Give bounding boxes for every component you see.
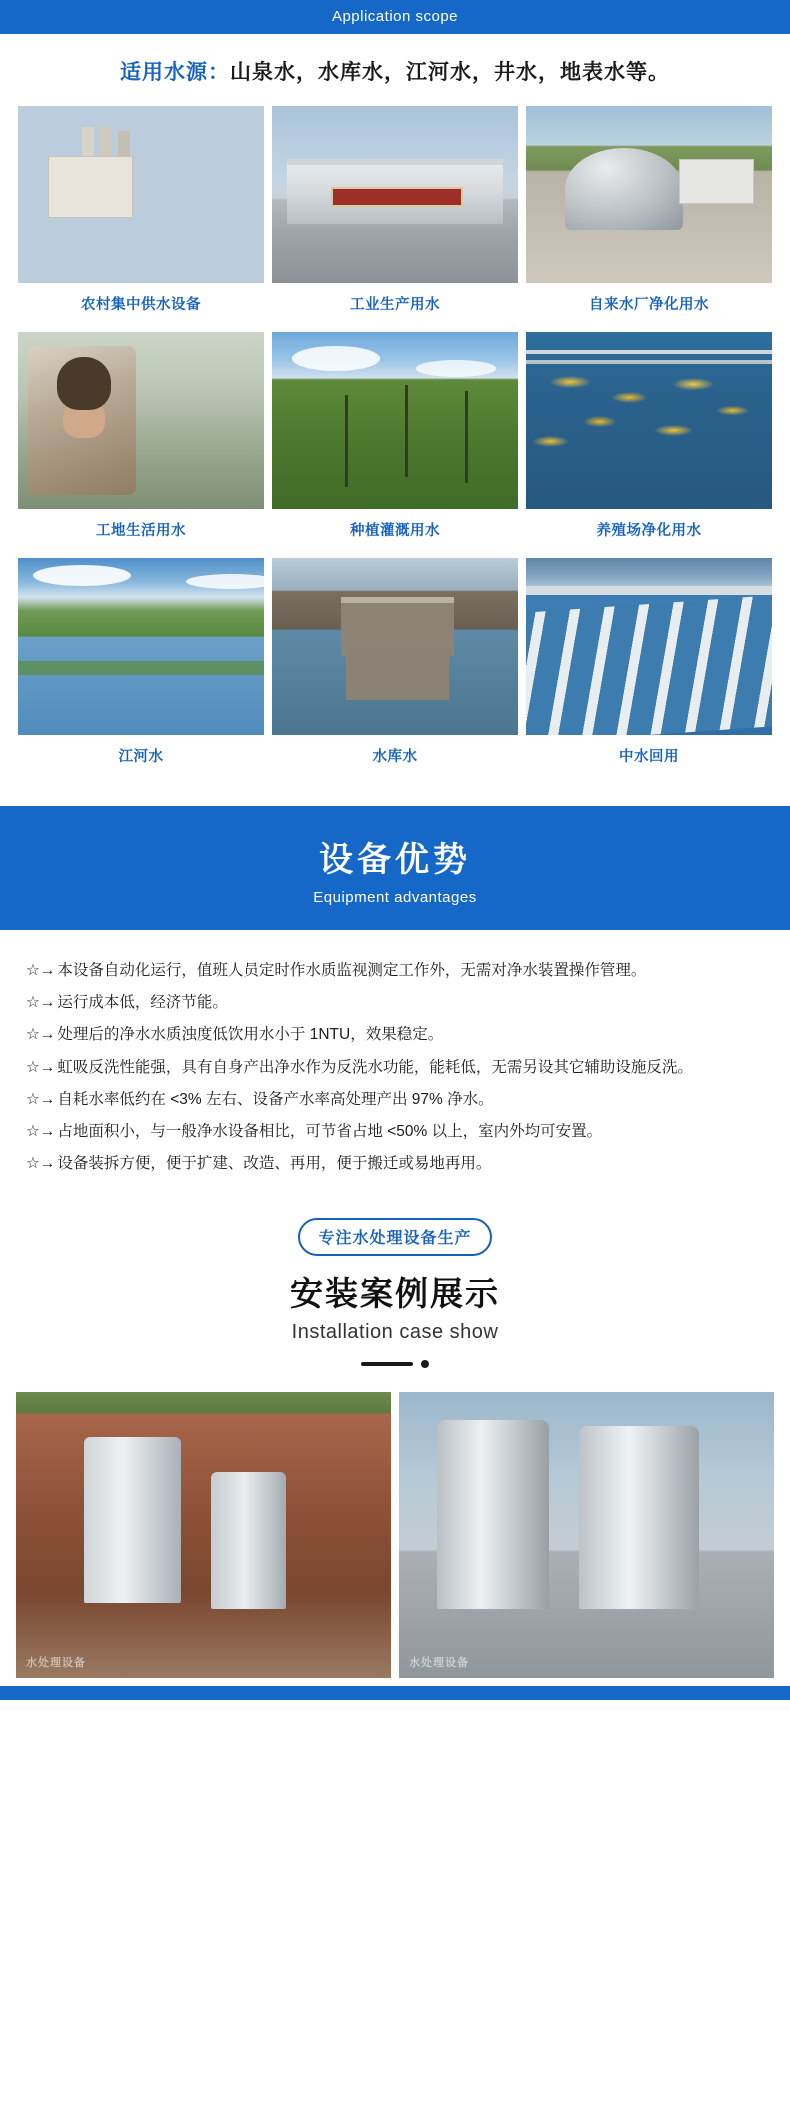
divider-dash — [361, 1362, 413, 1366]
case-photo-grid — [0, 1378, 790, 1678]
case-divider — [0, 1360, 790, 1368]
photo-rural-water-supply — [18, 106, 264, 283]
advantage-item — [26, 1149, 764, 1179]
scope-photo-grid — [18, 106, 772, 778]
advantage-text: 运行成本低，经济节能。 — [57, 994, 228, 1012]
photo-watermark: 水处理设备 — [26, 1656, 86, 1669]
advantage-text: 设备装拆方便，便于扩建、改造、再用，便于搬迁或易地再用。 — [57, 1155, 492, 1173]
advantages-title-cn: 设备优势 — [319, 841, 471, 879]
advantage-text: 本设备自动化运行，值班人员定时作水质监视测定工作外，无需对净水装置操作管理。 — [57, 962, 647, 979]
advantage-item — [26, 1085, 764, 1115]
case-photo-outdoor-tanks — [399, 1392, 774, 1678]
star-arrow-icon: ☆→ — [26, 1058, 56, 1076]
scope-heading-label: 适用水源： — [120, 61, 230, 84]
bottom-blue-strip — [0, 1686, 790, 1700]
scope-caption: 江河水 — [118, 749, 164, 765]
advantage-item — [26, 1020, 764, 1050]
photo-irrigation-water — [272, 332, 518, 509]
banner-title: Application scope — [331, 8, 459, 25]
divider-dot — [421, 1360, 429, 1368]
photo-construction-site-water — [18, 332, 264, 509]
advantage-item — [26, 988, 764, 1018]
photo-aquaculture-water — [526, 332, 772, 509]
application-scope-section — [0, 34, 790, 788]
star-arrow-icon: ☆→ — [26, 1123, 56, 1141]
scope-caption: 农村集中供水设备 — [81, 297, 201, 313]
scope-caption: 工业生产用水 — [350, 297, 440, 313]
equipment-advantages-header — [0, 806, 790, 930]
scope-caption: 自来水厂净化用水 — [589, 297, 709, 313]
scope-grid-item — [272, 332, 518, 552]
case-photo-buried-tanks — [16, 1392, 391, 1678]
advantage-item — [26, 1117, 764, 1147]
scope-caption: 工地生活用水 — [96, 523, 186, 539]
star-arrow-icon: ☆→ — [26, 962, 56, 979]
advantage-text: 自耗水率低约在 <3% 左右、设备产水率高处理产出 97% 净水。 — [57, 1090, 494, 1108]
application-scope-banner — [0, 0, 790, 34]
scope-grid-item — [272, 106, 518, 326]
scope-caption: 中水回用 — [619, 749, 679, 765]
photo-reclaimed-water — [526, 558, 772, 735]
scope-grid-item — [526, 106, 772, 326]
case-title-cn: 安装案例展示 — [290, 1274, 500, 1312]
scope-caption: 养殖场净化用水 — [596, 523, 702, 539]
photo-watermark: 水处理设备 — [409, 1656, 469, 1669]
scope-caption: 水库水 — [372, 749, 418, 765]
photo-river-water — [18, 558, 264, 735]
scope-heading-value: 山泉水，水库水，江河水，井水，地表水等。 — [230, 61, 670, 84]
advantages-title-en: Equipment advantages — [313, 889, 477, 906]
scope-heading — [18, 56, 772, 86]
advantage-text: 占地面积小，与一般净水设备相比，可节省占地 <50% 以上，室内外均可安置。 — [57, 1123, 603, 1141]
scope-grid-item — [18, 558, 264, 778]
case-title-en: Installation case show — [291, 1320, 499, 1343]
star-arrow-icon: ☆→ — [26, 1026, 56, 1044]
star-arrow-icon: ☆→ — [26, 994, 56, 1012]
advantage-text: 虹吸反洗性能强，具有自身产出净水作为反洗水功能，能耗低，无需另设其它辅助设施反洗。 — [57, 1058, 693, 1076]
scope-grid-item — [526, 332, 772, 552]
advantage-item — [26, 956, 764, 986]
advantage-text: 处理后的净水水质浊度低饮用水小于 1NTU，效果稳定。 — [57, 1026, 444, 1044]
advantage-item — [26, 1053, 764, 1083]
photo-industrial-water — [272, 106, 518, 283]
star-arrow-icon: ☆→ — [26, 1155, 56, 1173]
scope-grid-item — [272, 558, 518, 778]
scope-grid-item — [526, 558, 772, 778]
photo-reservoir-water — [272, 558, 518, 735]
advantages-list — [0, 930, 790, 1196]
scope-caption: 种植灌溉用水 — [350, 523, 440, 539]
case-pill-badge: 专注水处理设备生产 — [298, 1218, 491, 1256]
photo-waterworks-purification — [526, 106, 772, 283]
installation-case-section — [0, 1196, 790, 1378]
scope-grid-item — [18, 332, 264, 552]
scope-grid-item — [18, 106, 264, 326]
star-arrow-icon: ☆→ — [26, 1090, 56, 1108]
